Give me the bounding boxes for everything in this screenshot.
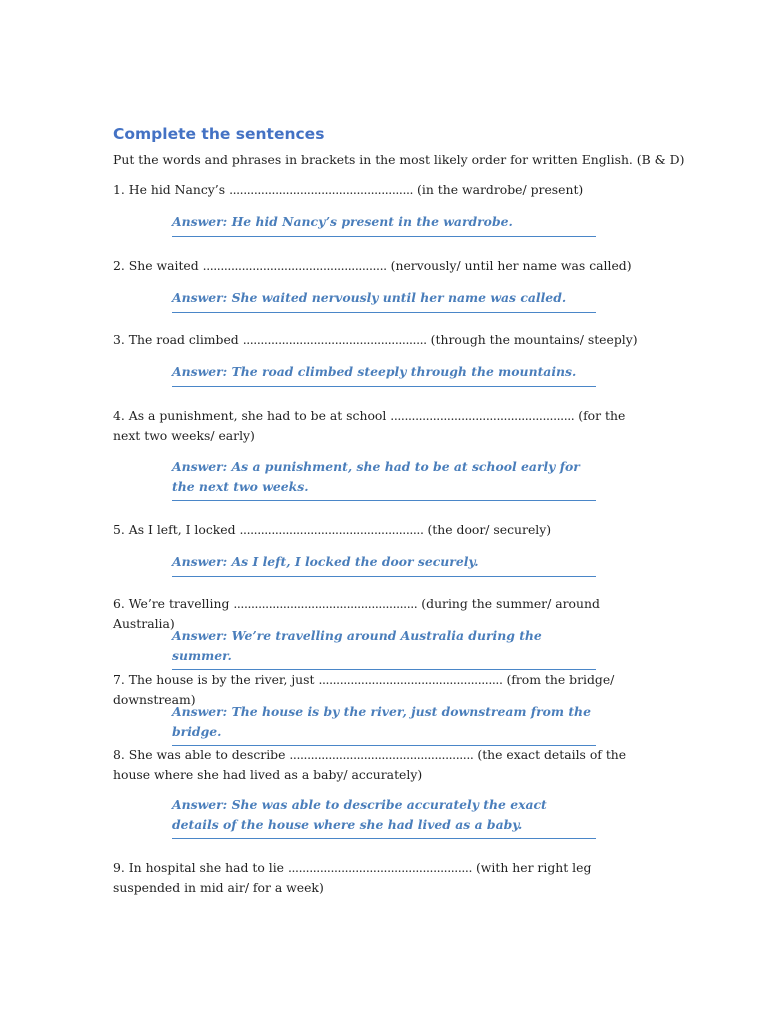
question-hint: (through the mountains/ steeply) <box>430 332 638 347</box>
question-hint: (for the next two weeks/ early) <box>113 408 626 443</box>
question-8 <box>113 745 653 784</box>
question-prompt: 3. The road climbed <box>113 332 239 347</box>
question-2 <box>113 256 653 276</box>
question-prompt: 1. He hid Nancy’s <box>113 182 226 197</box>
question-hint: (the exact details of the house where she had lived as a baby/ accurately) <box>113 747 627 782</box>
question-1 <box>113 180 653 200</box>
question-prompt: 2. She waited <box>113 258 199 273</box>
answer-7: Answer: The house is by the river, just downstream from the bridge. <box>172 702 596 746</box>
answer-6: Answer: We’re travelling around Australia during the summer. <box>172 626 596 670</box>
page-title: Complete the sentences <box>113 125 325 143</box>
question-prompt: 7. The house is by the river, just <box>113 672 315 687</box>
blank-line: .................................................... <box>318 672 503 687</box>
question-3 <box>113 330 653 350</box>
answer-8: Answer: She was able to describe accurately the exact details of the house where she had lived as a baby. <box>172 795 596 839</box>
blank-line: .................................................... <box>233 596 418 611</box>
question-hint: (from the bridge/ downstream) <box>113 672 615 707</box>
blank-line: .................................................... <box>289 747 474 762</box>
question-hint: (during the summer/ around Australia) <box>113 596 600 631</box>
question-hint: (with her right leg suspended in mid air/ for a week) <box>113 860 592 895</box>
question-9 <box>113 858 653 897</box>
answer-4: Answer: As a punishment, she had to be at school early for the next two weeks. <box>172 457 596 501</box>
question-prompt: 9. In hospital she had to lie <box>113 860 285 875</box>
blank-line: .................................................... <box>287 860 472 875</box>
blank-line: .................................................... <box>239 522 424 537</box>
question-prompt: 6. We’re travelling <box>113 596 230 611</box>
blank-line: .................................................... <box>202 258 387 273</box>
question-prompt: 4. As a punishment, she had to be at school <box>113 408 387 423</box>
question-prompt: 8. She was able to describe <box>113 747 286 762</box>
answer-3: Answer: The road climbed steeply through the mountains. <box>172 362 596 387</box>
blank-line: .................................................... <box>229 182 414 197</box>
question-4 <box>113 406 653 445</box>
instructions: Put the words and phrases in brackets in the most likely order for written English. (B & D) <box>113 152 685 167</box>
blank-line: .................................................... <box>242 332 427 347</box>
answer-2: Answer: She waited nervously until her name was called. <box>172 288 596 313</box>
question-prompt: 5. As I left, I locked <box>113 522 236 537</box>
question-hint: (nervously/ until her name was called) <box>390 258 632 273</box>
answer-5: Answer: As I left, I locked the door securely. <box>172 552 596 577</box>
question-5 <box>113 520 653 540</box>
answer-1: Answer: He hid Nancy’s present in the wardrobe. <box>172 212 596 237</box>
blank-line: .................................................... <box>390 408 575 423</box>
question-hint: (the door/ securely) <box>427 522 552 537</box>
question-hint: (in the wardrobe/ present) <box>417 182 584 197</box>
